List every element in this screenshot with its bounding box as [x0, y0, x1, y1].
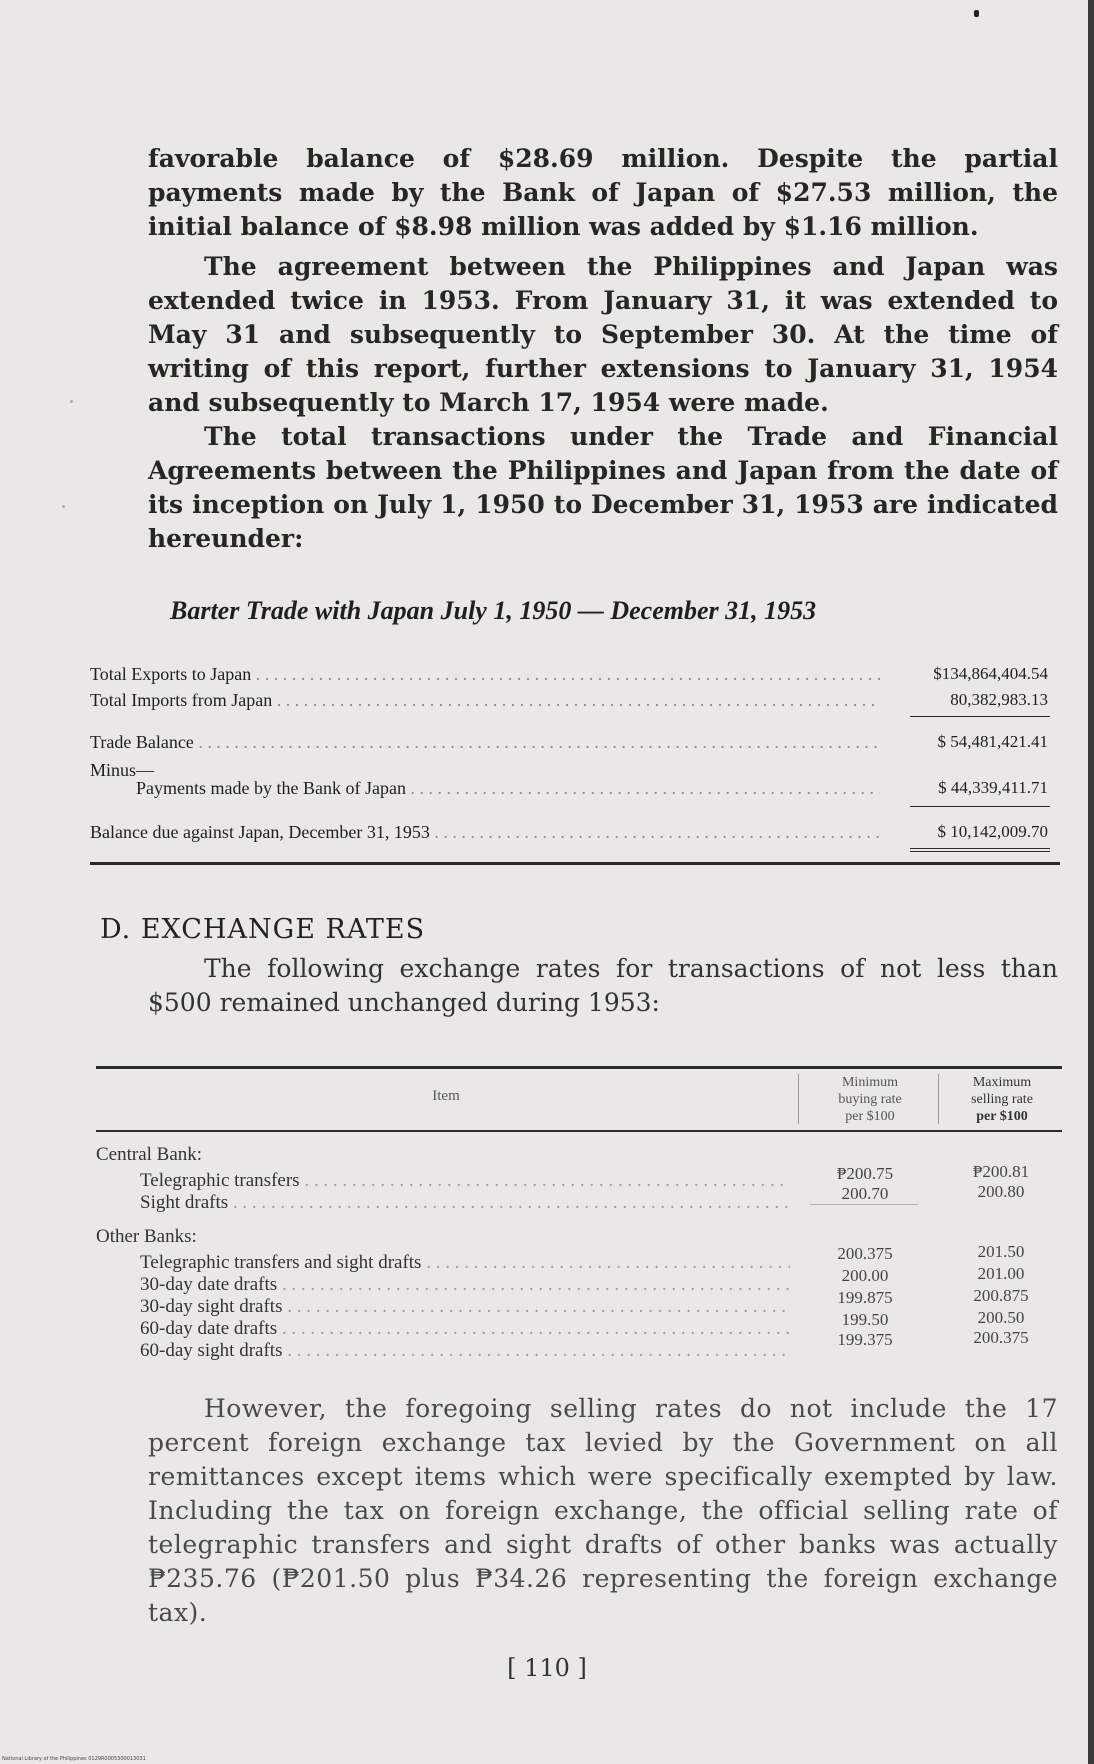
- rate-row-label: 30-day sight drafts . . .: [140, 1296, 790, 1318]
- page-edge: [1088, 0, 1094, 1764]
- header-rule: [96, 1130, 1062, 1132]
- exchange-rates-table: [96, 1058, 1062, 1364]
- column-divider: [798, 1074, 799, 1124]
- barter-row: [90, 732, 1060, 756]
- total-double-rule: [910, 848, 1050, 849]
- header-line: buying rate: [838, 1092, 902, 1107]
- rate-min-value: 200.00: [841, 1266, 889, 1285]
- header-line: per $100: [976, 1109, 1028, 1124]
- rate-row-label: 30-day date drafts . . .: [140, 1274, 790, 1296]
- paragraph-exchange-intro: The following exchange rates for transactions of not less than $500 remained unchanged during 1953:: [148, 954, 1058, 1017]
- paragraph-tax-note: However, the foregoing selling rates do not include the 17 percent foreign exchange tax levied by the Government on all remittances except items which were specifically exempted by law. Including the tax on foreign exchange, the official selling rate of telegraphic transfers and sight drafts of other banks was actually ₱235.76 (₱201.50 plus ₱34.26 representing the foreign exchange tax).: [148, 1394, 1058, 1627]
- paragraph-total-transactions: The total transactions under the Trade and Financial Agreements between the Philippines and Japan from the date of its inception on July 1, 1950 to December 31, 1953 are indicated hereunder:: [148, 422, 1058, 553]
- group-label: Central Bank:: [96, 1144, 203, 1165]
- barter-row-amount: $ 44,339,411.71: [938, 778, 1048, 797]
- rate-row-label: 60-day date drafts . . .: [140, 1318, 790, 1340]
- barter-row-label: Payments made by the Bank of Japan . . .: [136, 778, 880, 799]
- total-double-rule: [910, 851, 1050, 852]
- rate-min-value: 200.70: [841, 1184, 889, 1203]
- section-heading-exchange-rates: D. EXCHANGE RATES: [100, 914, 426, 945]
- table-top-rule: [96, 1066, 1062, 1069]
- table-bottom-rule: [90, 862, 1060, 865]
- rate-min-value: 199.50: [841, 1310, 889, 1329]
- rate-max-value: 200.875: [973, 1286, 1029, 1305]
- barter-table: [90, 660, 1060, 870]
- scan-footer-tag: National Library of the Philippines 0129R0005300013031: [2, 1756, 146, 1762]
- rate-max-value: 200.80: [977, 1182, 1025, 1201]
- page-number: [ 110 ]: [507, 1654, 587, 1682]
- rate-max-value: 200.50: [977, 1308, 1025, 1327]
- column-header-maximum: [944, 1074, 1060, 1125]
- barter-row: [90, 690, 1060, 714]
- barter-row-amount: $ 54,481,421.41: [937, 732, 1048, 751]
- barter-row-amount: $ 10,142,009.70: [937, 822, 1048, 841]
- barter-row-label: Total Exports to Japan . . .: [90, 664, 880, 685]
- barter-row: [90, 664, 1060, 688]
- row-rule: [810, 1204, 918, 1205]
- barter-row-amount: 80,382,983.13: [950, 690, 1048, 709]
- scan-speck: [70, 400, 73, 403]
- rate-row-label: 60-day sight drafts . . .: [140, 1340, 790, 1362]
- barter-row-minus: [90, 760, 1060, 780]
- rate-max-value: 201.50: [977, 1242, 1025, 1261]
- header-line: Maximum: [972, 1075, 1032, 1090]
- scan-speck: [62, 505, 65, 508]
- rate-row-label: Telegraphic transfers . . .: [140, 1170, 790, 1192]
- column-header-item: Item: [432, 1088, 460, 1104]
- rate-min-value: ₱200.75: [836, 1164, 894, 1183]
- header-line: per $100: [845, 1109, 895, 1124]
- rate-max-value: 201.00: [977, 1264, 1025, 1283]
- rate-min-value: 199.375: [837, 1330, 893, 1349]
- barter-row: [136, 778, 1060, 802]
- barter-row: [90, 822, 1060, 846]
- barter-minus-label: Minus—: [90, 760, 155, 780]
- rate-max-value: ₱200.81: [972, 1162, 1030, 1181]
- header-line: Minimum: [841, 1075, 898, 1090]
- barter-row-label: Balance due against Japan, December 31, 1953 . . .: [90, 822, 880, 843]
- rate-row-label: Sight drafts . . .: [140, 1192, 790, 1214]
- barter-table-title: Barter Trade with Japan July 1, 1950 — December 31, 1953: [170, 596, 817, 625]
- rate-min-value: 199.875: [837, 1288, 893, 1307]
- barter-row-amount: $134,864,404.54: [933, 664, 1048, 683]
- column-divider: [938, 1074, 939, 1124]
- subtotal-rule: [910, 806, 1050, 807]
- barter-row-label: Trade Balance . . .: [90, 732, 880, 753]
- paragraph-agreement-extension: The agreement between the Philippines and Japan was extended twice in 1953. From January 31, it was extended to May 31 and subsequently to September 30. At the time of writing of this report, further extensions to January 31, 1954 and subsequently to March 17, 1954 were made.: [148, 252, 1058, 417]
- subtotal-rule: [910, 716, 1050, 717]
- column-header-minimum: [808, 1074, 932, 1125]
- barter-row-label: Total Imports from Japan . . .: [90, 690, 880, 711]
- scan-mark: [974, 10, 979, 17]
- header-line: selling rate: [971, 1092, 1033, 1107]
- rate-max-value: 200.375: [973, 1328, 1029, 1347]
- rate-row-label: Telegraphic transfers and sight drafts . . .: [140, 1252, 790, 1274]
- paragraph-favorable-balance: favorable balance of $28.69 million. Despite the partial payments made by the Bank of Japan of $27.53 million, the initial balance of $8.98 million was added by $1.16 million.: [148, 144, 1058, 241]
- group-label: Other Banks:: [96, 1226, 197, 1247]
- rate-min-value: 200.375: [837, 1244, 893, 1263]
